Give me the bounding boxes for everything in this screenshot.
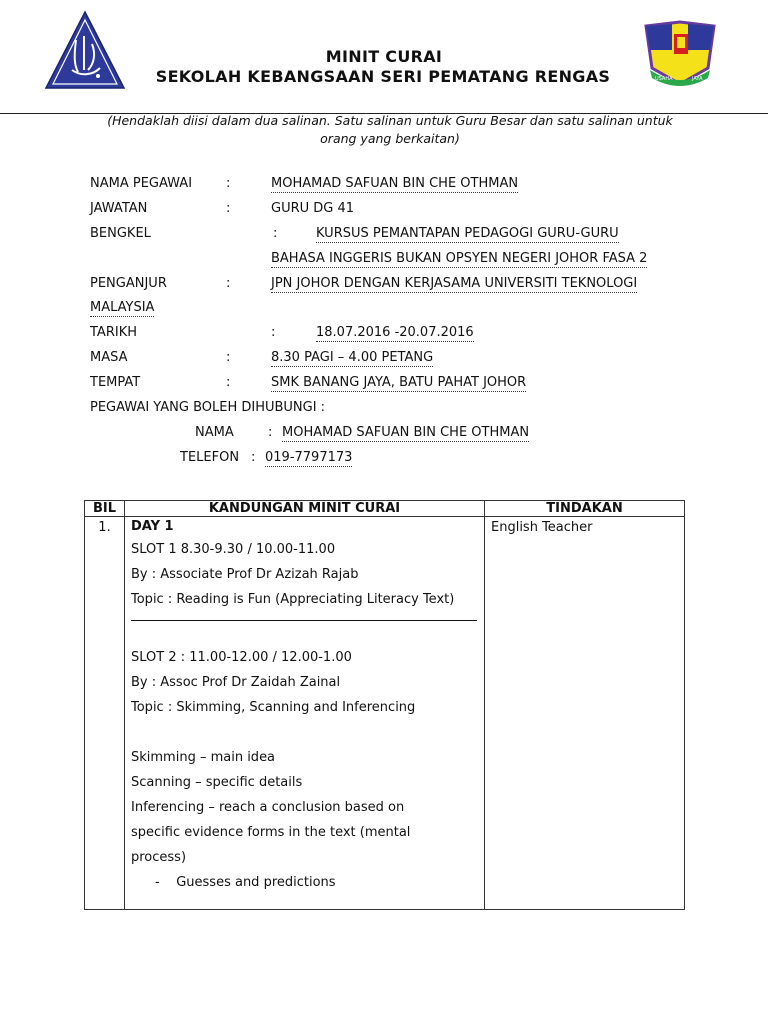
label-tempat: TEMPAT: [90, 375, 141, 390]
value-tarikh: 18.07.2016 -20.07.2016: [316, 325, 474, 340]
colon: :: [273, 226, 278, 241]
label-nama-pegawai: NAMA PEGAWAI: [90, 176, 193, 191]
colon: :: [271, 325, 276, 340]
colon: :: [226, 375, 231, 390]
colon: :: [226, 350, 231, 365]
note-line-1: (Hendaklah diisi dalam dua salinan. Satu salinan untuk Guru Besar dan satu salinan untuk: [107, 113, 673, 128]
cell-kandungan: [125, 517, 485, 910]
bullet-guesses: - Guesses and predictions: [155, 875, 336, 890]
slot-2-speaker: By : Assoc Prof Dr Zaidah Zainal: [131, 675, 341, 690]
inferencing-note-2: specific evidence forms in the text (mental: [131, 825, 411, 840]
note-line-2: orang yang berkaitan): [320, 131, 460, 146]
slot-2-topic: Topic : Skimming, Scanning and Inferencing: [131, 700, 416, 715]
logo-text-usaha: USAHA: [655, 76, 673, 82]
value-bengkel-line-1: KURSUS PEMANTAPAN PEDAGOGI GURU-GURU: [316, 226, 619, 241]
spacer: [131, 720, 478, 745]
table-header-row: [85, 501, 685, 517]
label-jawatan: JAWATAN: [90, 201, 148, 216]
colon: :: [226, 276, 231, 291]
cell-bil: [85, 517, 125, 910]
value-penganjur-line-1: JPN JOHOR DENGAN KERJASAMA UNIVERSITI TEKNOLOGI: [271, 276, 638, 291]
table-row: [85, 517, 685, 910]
value-contact-nama: MOHAMAD SAFUAN BIN CHE OTHMAN: [282, 425, 530, 440]
scanning-note: Scanning – specific details: [131, 775, 303, 790]
inferencing-note-3: process): [131, 850, 187, 865]
inferencing-note-1: Inferencing – reach a conclusion based on: [131, 800, 405, 815]
contact-heading: PEGAWAI YANG BOLEH DIHUBUNGI :: [90, 400, 326, 415]
value-bengkel-line-2: BAHASA INGGERIS BUKAN OPSYEN NEGERI JOHOR FASA 2: [271, 251, 648, 266]
slot-1-speaker: By : Associate Prof Dr Azizah Rajab: [131, 567, 359, 582]
slot-2: SLOT 2 : 11.00-12.00 / 12.00-1.00: [131, 650, 352, 665]
day-label: DAY 1: [131, 519, 174, 534]
label-tarikh: TARIKH: [90, 325, 137, 340]
skimming-note: Skimming – main idea: [131, 750, 276, 765]
tindakan-value: English Teacher: [491, 520, 593, 535]
spacer: [131, 631, 478, 645]
label-bengkel: BENGKEL: [90, 226, 151, 241]
section-divider: [131, 620, 477, 621]
value-penganjur-line-2: MALAYSIA: [90, 300, 155, 315]
logo-text-jaya: JAYA: [692, 76, 703, 82]
header-bil: BIL: [85, 501, 125, 517]
value-contact-telefon: 019-7797173: [265, 450, 353, 465]
instruction-note: [90, 112, 690, 148]
colon: :: [226, 201, 231, 216]
cell-tindakan: [485, 517, 685, 910]
row-number: 1.: [98, 520, 111, 535]
label-contact-telefon: TELEFON: [180, 450, 240, 465]
slot-1: SLOT 1 8.30-9.30 / 10.00-11.00: [131, 542, 336, 557]
document-title: MINIT CURAI: [325, 47, 443, 66]
value-masa: 8.30 PAGI – 4.00 PETANG: [271, 350, 434, 365]
slot-1-topic: Topic : Reading is Fun (Appreciating Literacy Text): [131, 592, 455, 607]
label-penganjur: PENGANJUR: [90, 276, 167, 291]
label-masa: MASA: [90, 350, 128, 365]
minutes-table: [84, 500, 685, 910]
label-contact-nama: NAMA: [195, 425, 234, 440]
header-kandungan: KANDUNGAN MINIT CURAI: [125, 501, 485, 517]
value-nama-pegawai: MOHAMAD SAFUAN BIN CHE OTHMAN: [271, 176, 519, 191]
colon: :: [226, 176, 231, 191]
value-jawatan: GURU DG 41: [271, 201, 355, 216]
school-name: SEKOLAH KEBANGSAAN SERI PEMATANG RENGAS: [155, 67, 611, 86]
colon: :: [268, 425, 273, 440]
value-tempat: SMK BANANG JAYA, BATU PAHAT JOHOR: [271, 375, 527, 390]
header-tindakan: TINDAKAN: [485, 501, 685, 517]
colon: :: [251, 450, 256, 465]
